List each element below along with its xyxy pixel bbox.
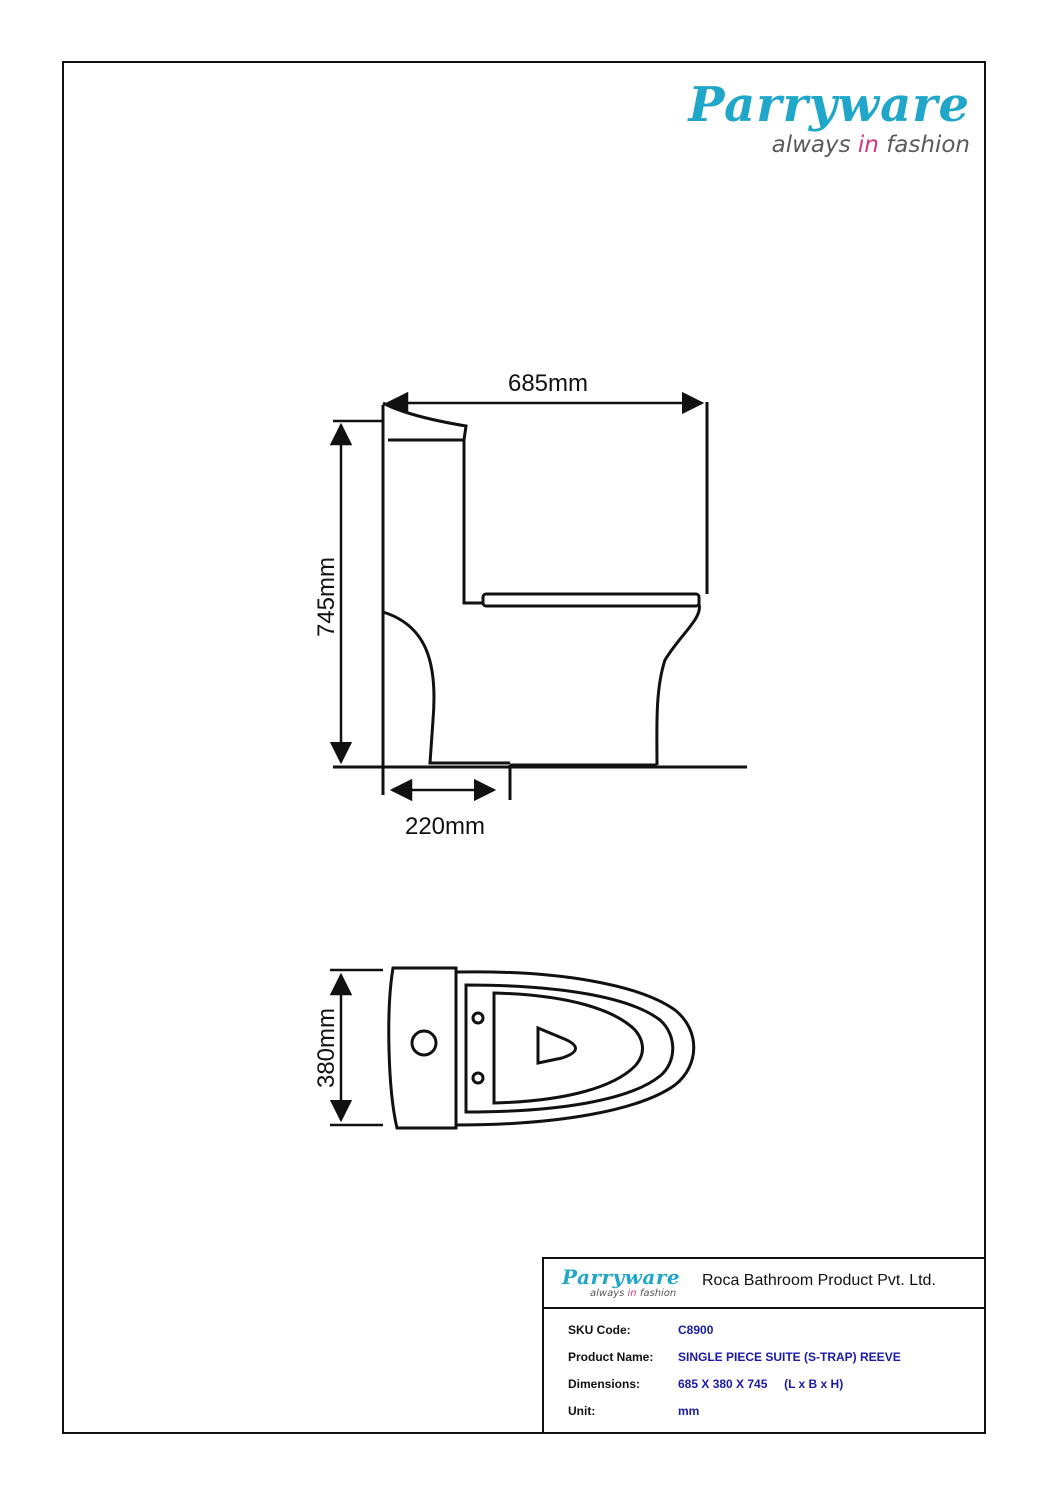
dimensions-value: 685 X 380 X 745 (L x B x H)	[678, 1377, 844, 1391]
tagline-highlight: in	[857, 132, 879, 158]
tank-outline	[383, 403, 482, 603]
tank-plan-outline	[389, 968, 456, 1128]
product-row	[568, 1350, 901, 1364]
height-label: 745mm	[313, 556, 340, 638]
lid-outline	[494, 993, 643, 1103]
brand-name: Parryware	[562, 1265, 681, 1289]
company-name: Roca Bathroom Product Pvt. Ltd.	[702, 1272, 936, 1289]
length-label: 685mm	[507, 370, 589, 397]
unit-row	[568, 1404, 699, 1418]
sku-value: C8900	[678, 1323, 714, 1337]
product-label: Product Name:	[568, 1350, 654, 1364]
title-block-header	[544, 1259, 986, 1309]
hinge-hole	[473, 1073, 483, 1083]
dimensions-row	[568, 1377, 843, 1391]
drain-opening	[538, 1028, 576, 1063]
brand-tagline	[562, 1289, 682, 1299]
title-block	[542, 1257, 986, 1434]
seat-outline	[483, 594, 699, 606]
rough-in-label: 220mm	[404, 813, 486, 840]
unit-label: Unit:	[568, 1404, 596, 1418]
tagline-highlight: in	[627, 1288, 637, 1299]
flush-button	[412, 1031, 436, 1055]
plan-view	[389, 968, 694, 1128]
bowl-back	[657, 604, 700, 765]
hinge-hole	[473, 1013, 483, 1023]
side-elevation-view	[333, 402, 747, 800]
sku-label: SKU Code:	[568, 1323, 631, 1337]
dimensions-label: Dimensions:	[568, 1377, 641, 1391]
title-block-logo	[562, 1265, 682, 1299]
pedestal-front	[383, 612, 510, 763]
width-label: 380mm	[313, 1007, 340, 1089]
tagline-part: always	[590, 1288, 628, 1299]
tagline-part: fashion	[636, 1288, 677, 1299]
product-value: SINGLE PIECE SUITE (S-TRAP) REEVE	[678, 1350, 901, 1364]
tagline-part: fashion	[878, 132, 970, 158]
brand-name: Parryware	[688, 77, 970, 133]
tagline-part: always	[771, 132, 858, 158]
unit-value: mm	[678, 1404, 700, 1418]
sku-row	[568, 1323, 713, 1337]
